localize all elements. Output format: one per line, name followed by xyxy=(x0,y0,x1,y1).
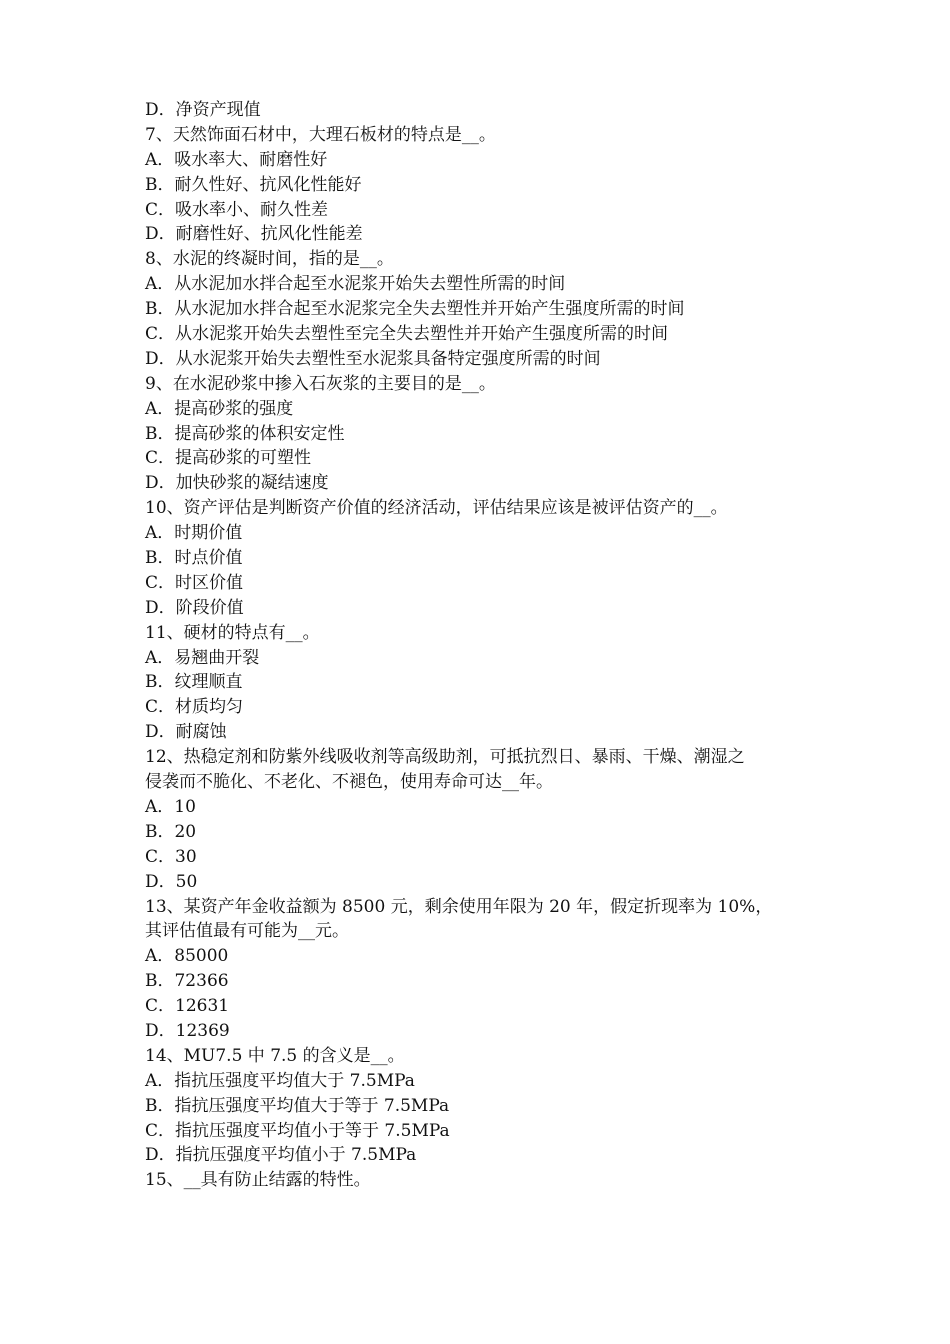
question-9: 9、在水泥砂浆中掺入石灰浆的主要目的是__。 xyxy=(145,373,496,394)
answer-option-b: B．提高砂浆的体积安定性 xyxy=(145,423,345,444)
answer-option-d: D．指抗压强度平均值小于 7.5MPa xyxy=(145,1145,417,1166)
answer-option-a: A．10 xyxy=(145,796,196,817)
answer-option-a: A．指抗压强度平均值大于 7.5MPa xyxy=(145,1070,415,1091)
answer-option-a: A．易翘曲开裂 xyxy=(145,647,260,668)
question-12: 12、热稳定剂和防紫外线吸收剂等高级助剂，可抵抗烈日、暴雨、干燥、潮湿之 xyxy=(145,747,745,768)
answer-option-a: A．提高砂浆的强度 xyxy=(145,398,294,419)
question-8: 8、水泥的终凝时间，指的是__。 xyxy=(145,249,394,270)
answer-option-d: D．耐腐蚀 xyxy=(145,722,227,743)
question-12-continued: 侵袭而不脆化、不老化、不褪色，使用寿命可达__年。 xyxy=(145,772,553,793)
answer-option-a: A．吸水率大、耐磨性好 xyxy=(145,149,328,170)
answer-option-d: D．净资产现值 xyxy=(145,100,261,120)
question-15: 15、__具有防止结露的特性。 xyxy=(145,1170,371,1191)
answer-option-c: C．30 xyxy=(145,846,197,867)
answer-option-b: B．时点价值 xyxy=(145,548,243,569)
answer-option-c: C．提高砂浆的可塑性 xyxy=(145,448,312,469)
answer-option-d: D．加快砂浆的凝结速度 xyxy=(145,473,329,494)
question-13: 13、某资产年金收益额为 8500 元，剩余使用年限为 20 年，假定折现率为 10%， xyxy=(145,896,773,917)
question-13-continued: 其评估值最有可能为__元。 xyxy=(145,921,349,942)
question-11: 11、硬材的特点有__。 xyxy=(145,622,320,643)
question-text-body xyxy=(145,98,825,1193)
answer-option-d: D．12369 xyxy=(145,1020,230,1041)
answer-option-c: C．吸水率小、耐久性差 xyxy=(145,199,329,220)
answer-option-b: B．从水泥加水拌合起至水泥浆完全失去塑性并开始产生强度所需的时间 xyxy=(145,299,685,320)
answer-option-c: C．材质均匀 xyxy=(145,697,244,718)
answer-option-b: B．20 xyxy=(145,821,197,842)
answer-option-d: D．耐磨性好、抗风化性能差 xyxy=(145,224,363,245)
answer-option-c: C．12631 xyxy=(145,996,230,1017)
answer-option-d: D．从水泥浆开始失去塑性至水泥浆具备特定强度所需的时间 xyxy=(145,348,601,369)
answer-option-b: B．纹理顺直 xyxy=(145,672,243,693)
question-10: 10、资产评估是判断资产价值的经济活动，评估结果应该是被评估资产的__。 xyxy=(145,498,728,519)
answer-option-c: C．指抗压强度平均值小于等于 7.5MPa xyxy=(145,1120,450,1141)
answer-option-a: A．时期价值 xyxy=(145,523,243,544)
answer-option-c: C．时区价值 xyxy=(145,572,244,593)
answer-option-c: C．从水泥浆开始失去塑性至完全失去塑性并开始产生强度所需的时间 xyxy=(145,324,669,345)
answer-option-a: A．从水泥加水拌合起至水泥浆开始失去塑性所需的时间 xyxy=(145,274,566,295)
answer-option-b: B．72366 xyxy=(145,971,229,992)
question-14: 14、MU7.5 中 7.5 的含义是__。 xyxy=(145,1045,405,1066)
answer-option-b: B．指抗压强度平均值大于等于 7.5MPa xyxy=(145,1095,450,1116)
answer-option-b: B．耐久性好、抗风化性能好 xyxy=(145,174,362,195)
question-7: 7、天然饰面石材中，大理石板材的特点是__。 xyxy=(145,124,496,145)
answer-option-a: A．85000 xyxy=(145,946,229,967)
answer-option-d: D．阶段价值 xyxy=(145,597,244,618)
answer-option-d: D．50 xyxy=(145,871,198,892)
